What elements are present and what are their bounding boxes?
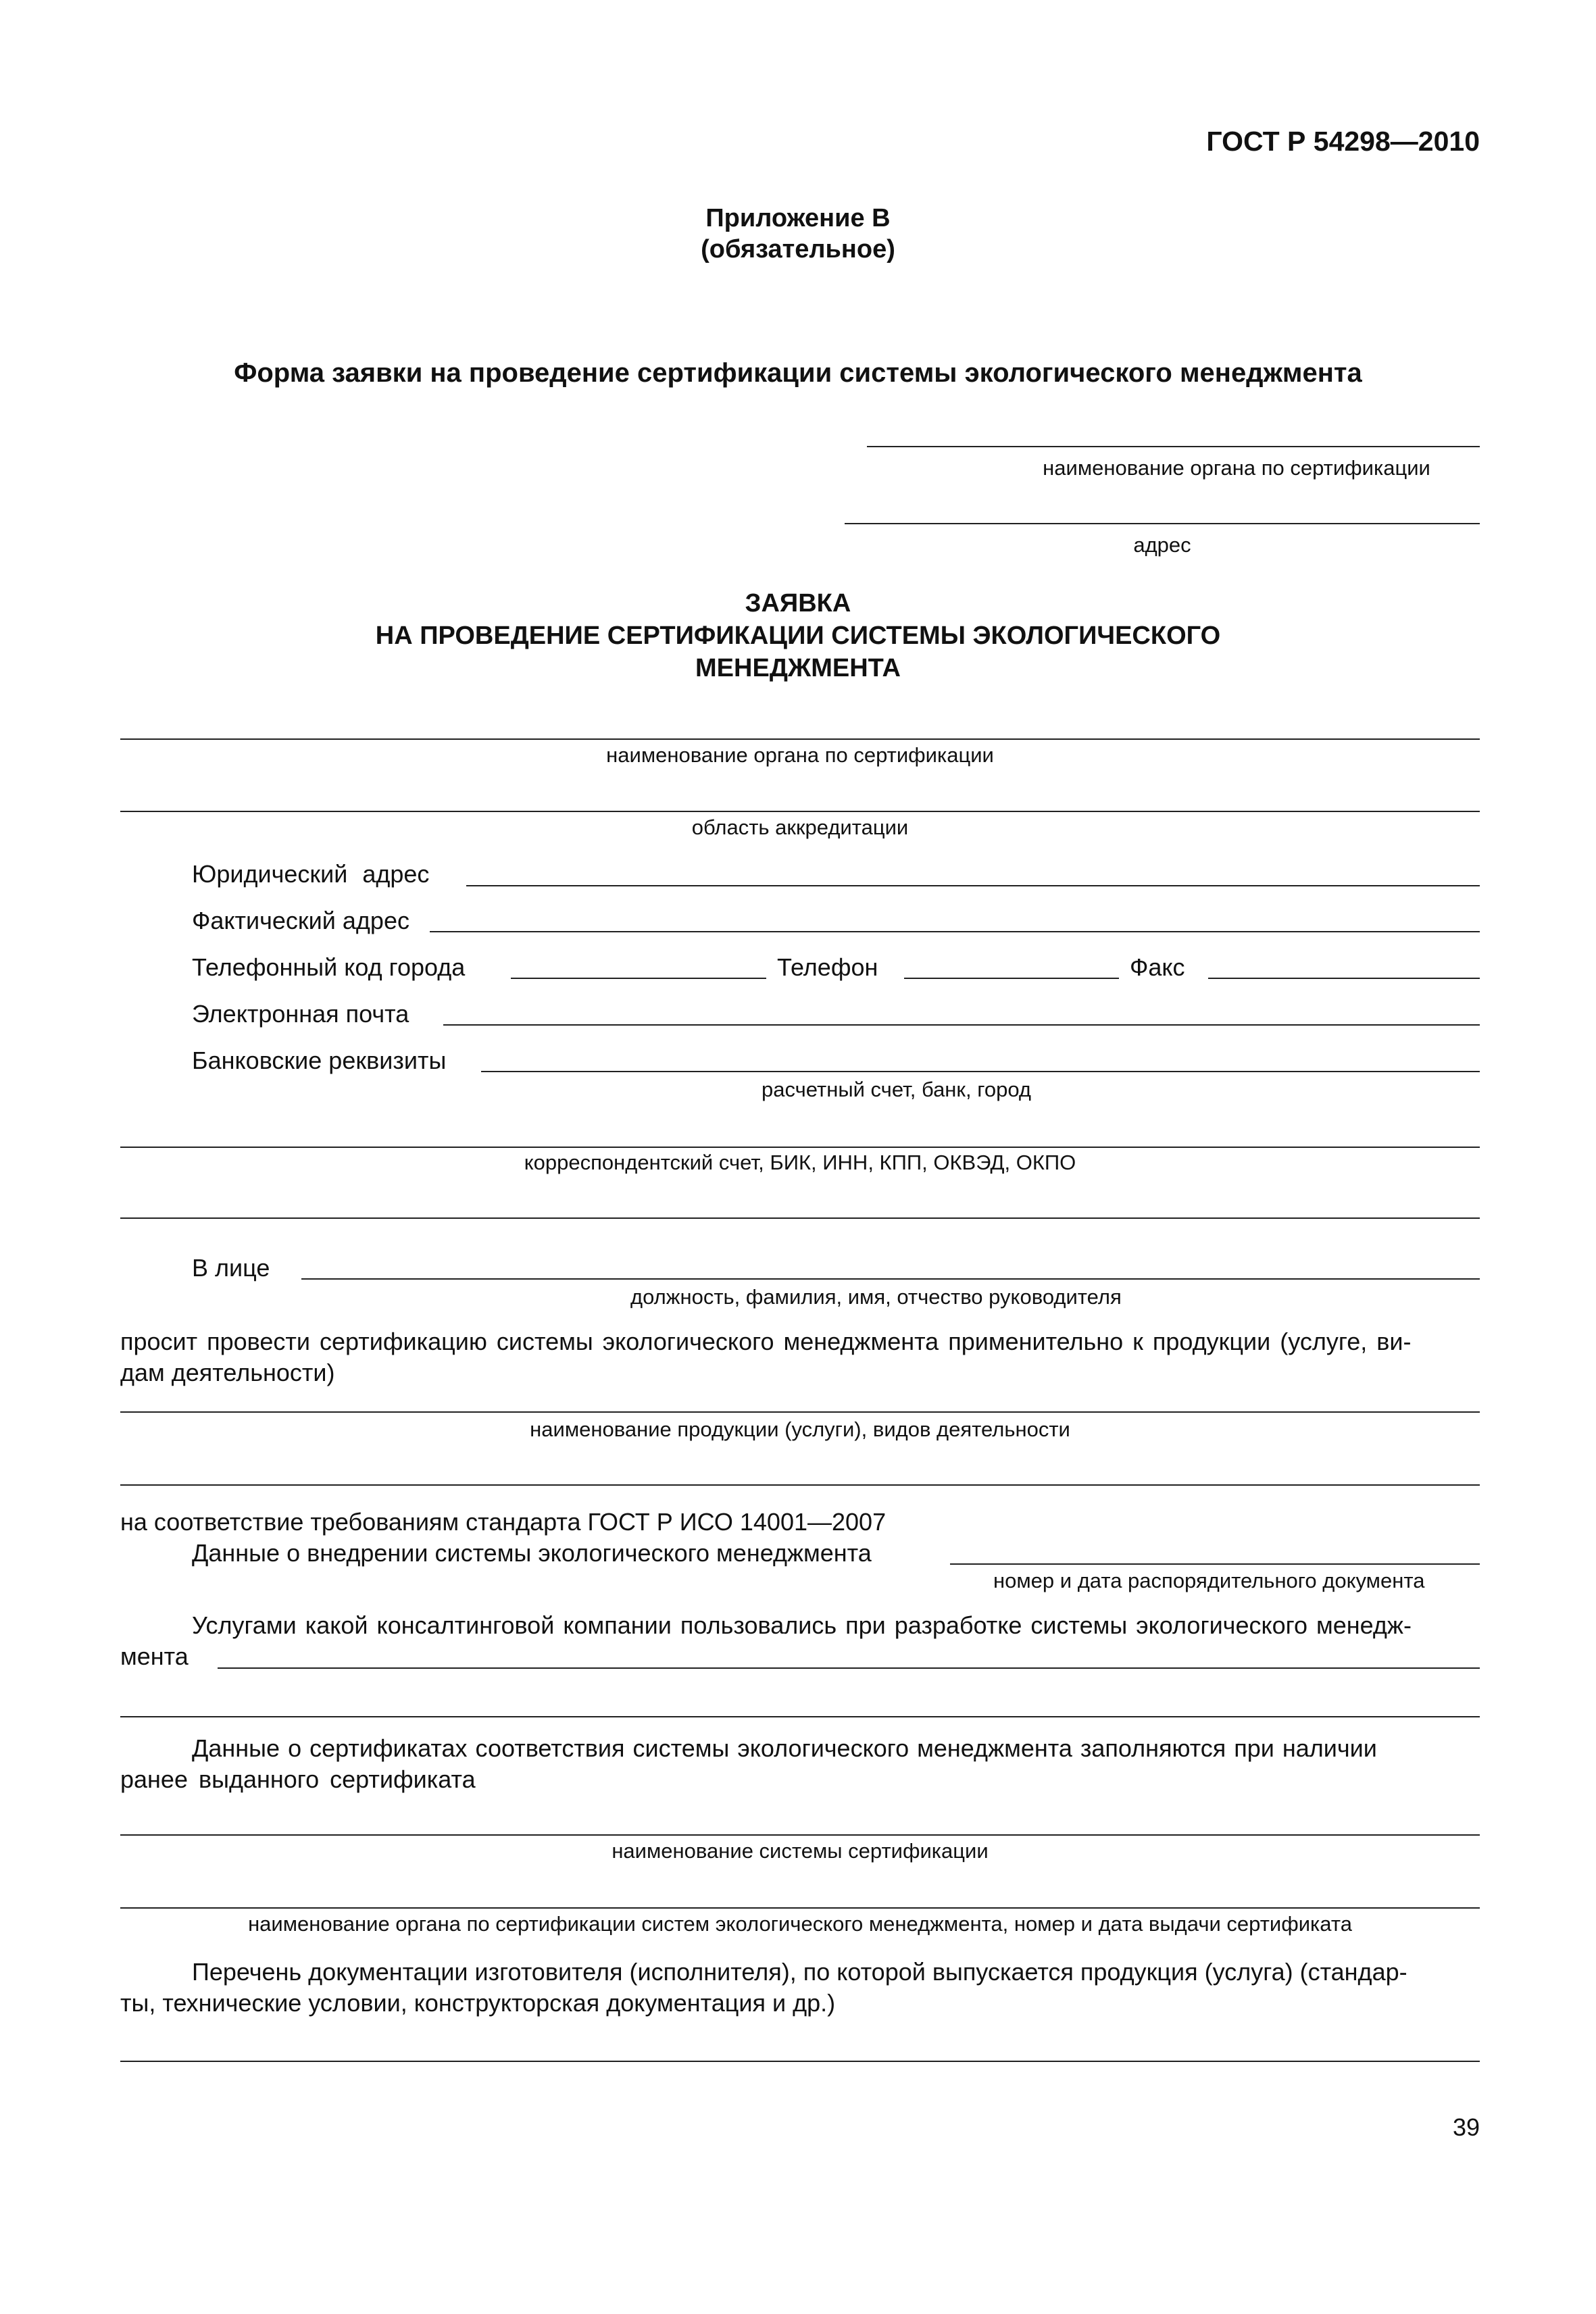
represented-by-field[interactable]: [301, 1278, 1480, 1280]
address-caption: адрес: [1133, 533, 1191, 557]
accreditation-field: [120, 811, 1480, 812]
corr-caption: корреспондентский счет, БИК, ИНН, КПП, ОКВЭД, ОКПО: [524, 1151, 1076, 1174]
address-line: [845, 523, 1480, 524]
bank-caption: расчетный счет, банк, город: [762, 1078, 1031, 1101]
phone-code-label: Телефонный код города: [192, 953, 466, 981]
cert-issuer-field[interactable]: [120, 1907, 1480, 1909]
cert-body-line: [867, 446, 1480, 447]
compliance-text: на соответствие требованиям стандарта ГОСТ Р ИСО 14001—2007: [120, 1508, 887, 1536]
docs-line-2: ты, технические условии, конструкторская документация и др.): [120, 1989, 836, 2017]
application-title-1: ЗАЯВКА: [745, 589, 851, 618]
cert-system-caption: наименование системы сертификации: [612, 1839, 989, 1863]
cert-system-field[interactable]: [120, 1834, 1480, 1836]
form-title: Форма заявки на проведение сертификации системы экологического менеджмента: [234, 358, 1362, 388]
phone-field[interactable]: [904, 978, 1119, 979]
page-number: 39: [1452, 2113, 1480, 2141]
docs-line-1: Перечень документации изготовителя (исполнителя), по которой выпускается продукция (услуга) (стандар-: [192, 1958, 1407, 1986]
request-line-2: дам деятельности): [120, 1359, 335, 1386]
consulting-line-2: мента: [120, 1642, 189, 1670]
product-field[interactable]: [120, 1411, 1480, 1413]
legal-address-field[interactable]: [466, 885, 1480, 886]
product-caption: наименование продукции (услуги), видов деятельности: [530, 1417, 1070, 1441]
email-field[interactable]: [443, 1024, 1480, 1026]
actual-address-field[interactable]: [430, 931, 1480, 932]
bank-field[interactable]: [481, 1071, 1480, 1072]
standard-number: ГОСТ Р 54298—2010: [1206, 126, 1480, 157]
docs-field[interactable]: [120, 2061, 1480, 2062]
certs-line-2: ранее выданного сертификата: [120, 1765, 476, 1793]
actual-address-label: Фактический адрес: [192, 907, 409, 934]
cert-body-field-caption: наименование органа по сертификации: [606, 743, 994, 767]
application-title-3: МЕНЕДЖМЕНТА: [695, 654, 901, 682]
implementation-label: Данные о внедрении системы экологического менеджмента: [192, 1539, 872, 1567]
represented-by-label: В лице: [192, 1254, 270, 1282]
blank-line-2[interactable]: [120, 1484, 1480, 1486]
consulting-line-1: Услугами какой консалтинговой компании пользовались при разработке системы экологического менедж-: [192, 1611, 1412, 1639]
phone-label: Телефон: [777, 953, 878, 981]
appendix-title: Приложение В: [705, 204, 891, 232]
head-caption: должность, фамилия, имя, отчество руководителя: [630, 1285, 1122, 1309]
accreditation-caption: область аккредитации: [691, 815, 909, 839]
fax-label: Факс: [1130, 953, 1185, 981]
phone-code-field[interactable]: [511, 978, 766, 979]
certs-line-1: Данные о сертификатах соответствия системы экологического менеджмента заполняются при наличии: [192, 1734, 1377, 1762]
application-title-2: НА ПРОВЕДЕНИЕ СЕРТИФИКАЦИИ СИСТЕМЫ ЭКОЛОГИЧЕСКОГО: [375, 622, 1221, 650]
request-line-1: просит провести сертификацию системы экологического менеджмента применительно к продукции (услуге, ви-: [120, 1328, 1412, 1355]
implementation-field[interactable]: [950, 1563, 1480, 1565]
cert-body-caption: наименование органа по сертификации: [1043, 456, 1430, 480]
appendix-status: (обязательное): [701, 235, 895, 263]
blank-line-3[interactable]: [120, 1716, 1480, 1717]
legal-address-label: Юридический адрес: [192, 860, 430, 888]
doc-caption: номер и дата распорядительного документа: [993, 1569, 1425, 1592]
email-label: Электронная почта: [192, 1000, 409, 1028]
corr-field[interactable]: [120, 1147, 1480, 1148]
cert-body-field: [120, 738, 1480, 740]
consulting-field[interactable]: [218, 1667, 1480, 1669]
blank-line-1[interactable]: [120, 1217, 1480, 1219]
fax-field[interactable]: [1208, 978, 1480, 979]
cert-issuer-caption: наименование органа по сертификации систем экологического менеджмента, номер и дата выдачи сертификата: [248, 1912, 1352, 1936]
bank-label: Банковские реквизиты: [192, 1047, 447, 1074]
